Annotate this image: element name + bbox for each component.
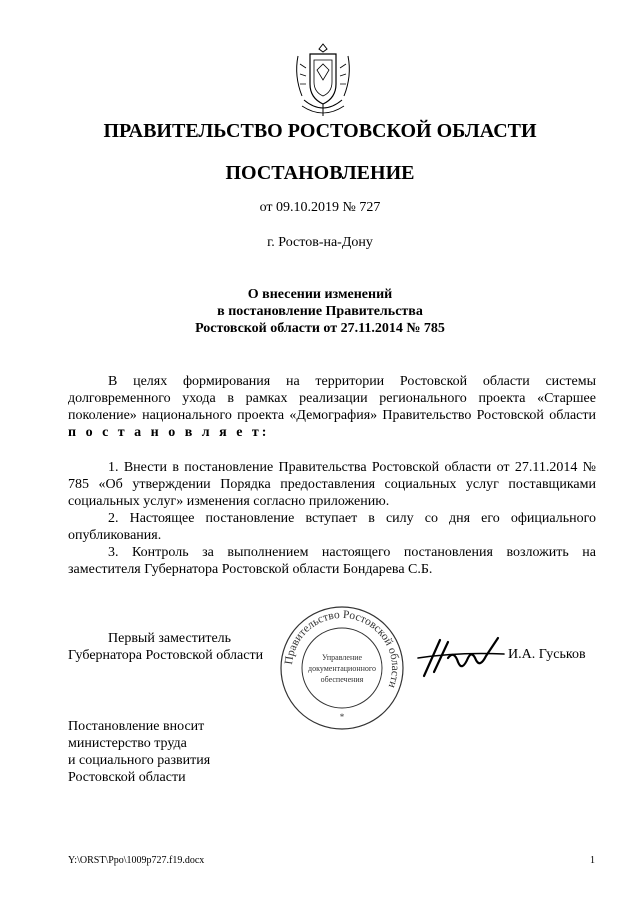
introducer-line: Постановление вносит bbox=[68, 719, 205, 734]
coat-of-arms-icon bbox=[290, 40, 356, 120]
decree-item-1: 1. Внести в постановление Правительства Ростовской области от 27.11.2014 № 785 «Об утверждении Порядка предоставления социальных услуг поставщиками социальных услуг» изменения согласно приложению. bbox=[68, 460, 596, 509]
stamp-outer-text: Правительство Ростовской области bbox=[283, 608, 402, 690]
decree-word: п о с т а н о в л я е т: bbox=[68, 425, 270, 440]
signer-position bbox=[68, 630, 263, 664]
official-stamp-icon bbox=[278, 604, 406, 732]
introducer-line: и социального развития bbox=[68, 753, 211, 768]
introducer-block bbox=[68, 718, 210, 786]
document-date-number: от 09.10.2019 № 727 bbox=[259, 200, 381, 215]
decree-item-2: 2. Настоящее постановление вступает в силу со дня его официального опубликования. bbox=[68, 511, 596, 543]
signer-position-line: Первый заместитель bbox=[108, 631, 232, 646]
subject-line: в постановление Правительства bbox=[217, 304, 423, 319]
subject-line: Ростовской области от 27.11.2014 № 785 bbox=[195, 321, 445, 336]
handwritten-signature-icon bbox=[410, 628, 510, 688]
decree-item-3: 3. Контроль за выполнением настоящего постановления возложить на заместителя Губернатора Ростовской области Бондарева С.Б. bbox=[68, 545, 596, 577]
footer-file-path: Y:\ORST\Ppo\1009p727.f19.docx bbox=[68, 855, 205, 866]
stamp-inner-line: обеспечения bbox=[320, 675, 364, 684]
document-type: ПОСТАНОВЛЕНИЕ bbox=[225, 162, 415, 184]
document-subject bbox=[0, 286, 640, 337]
page-number: 1 bbox=[590, 855, 595, 866]
preamble-paragraph bbox=[68, 373, 596, 441]
stamp-inner-line: Управление bbox=[321, 653, 363, 662]
government-title: ПРАВИТЕЛЬСТВО РОСТОВСКОЙ ОБЛАСТИ bbox=[103, 120, 537, 142]
document-city: г. Ростов-на-Дону bbox=[267, 235, 373, 250]
introducer-line: министерство труда bbox=[68, 736, 187, 751]
preamble-text: В целях формирования на территории Ростовской области системы долговременного ухода в рамках реализации регионального проекта «Старшее поколение» национального проекта «Демография» Правительство Ростовской области bbox=[68, 374, 596, 423]
subject-line: О внесении изменений bbox=[247, 287, 393, 302]
signer-position-line: Губернатора Ростовской области bbox=[68, 648, 264, 663]
svg-text:*: * bbox=[339, 712, 345, 722]
stamp-inner-line: документационного bbox=[308, 664, 376, 673]
introducer-line: Ростовской области bbox=[68, 770, 186, 785]
signer-name: И.А. Гуськов bbox=[508, 647, 586, 662]
